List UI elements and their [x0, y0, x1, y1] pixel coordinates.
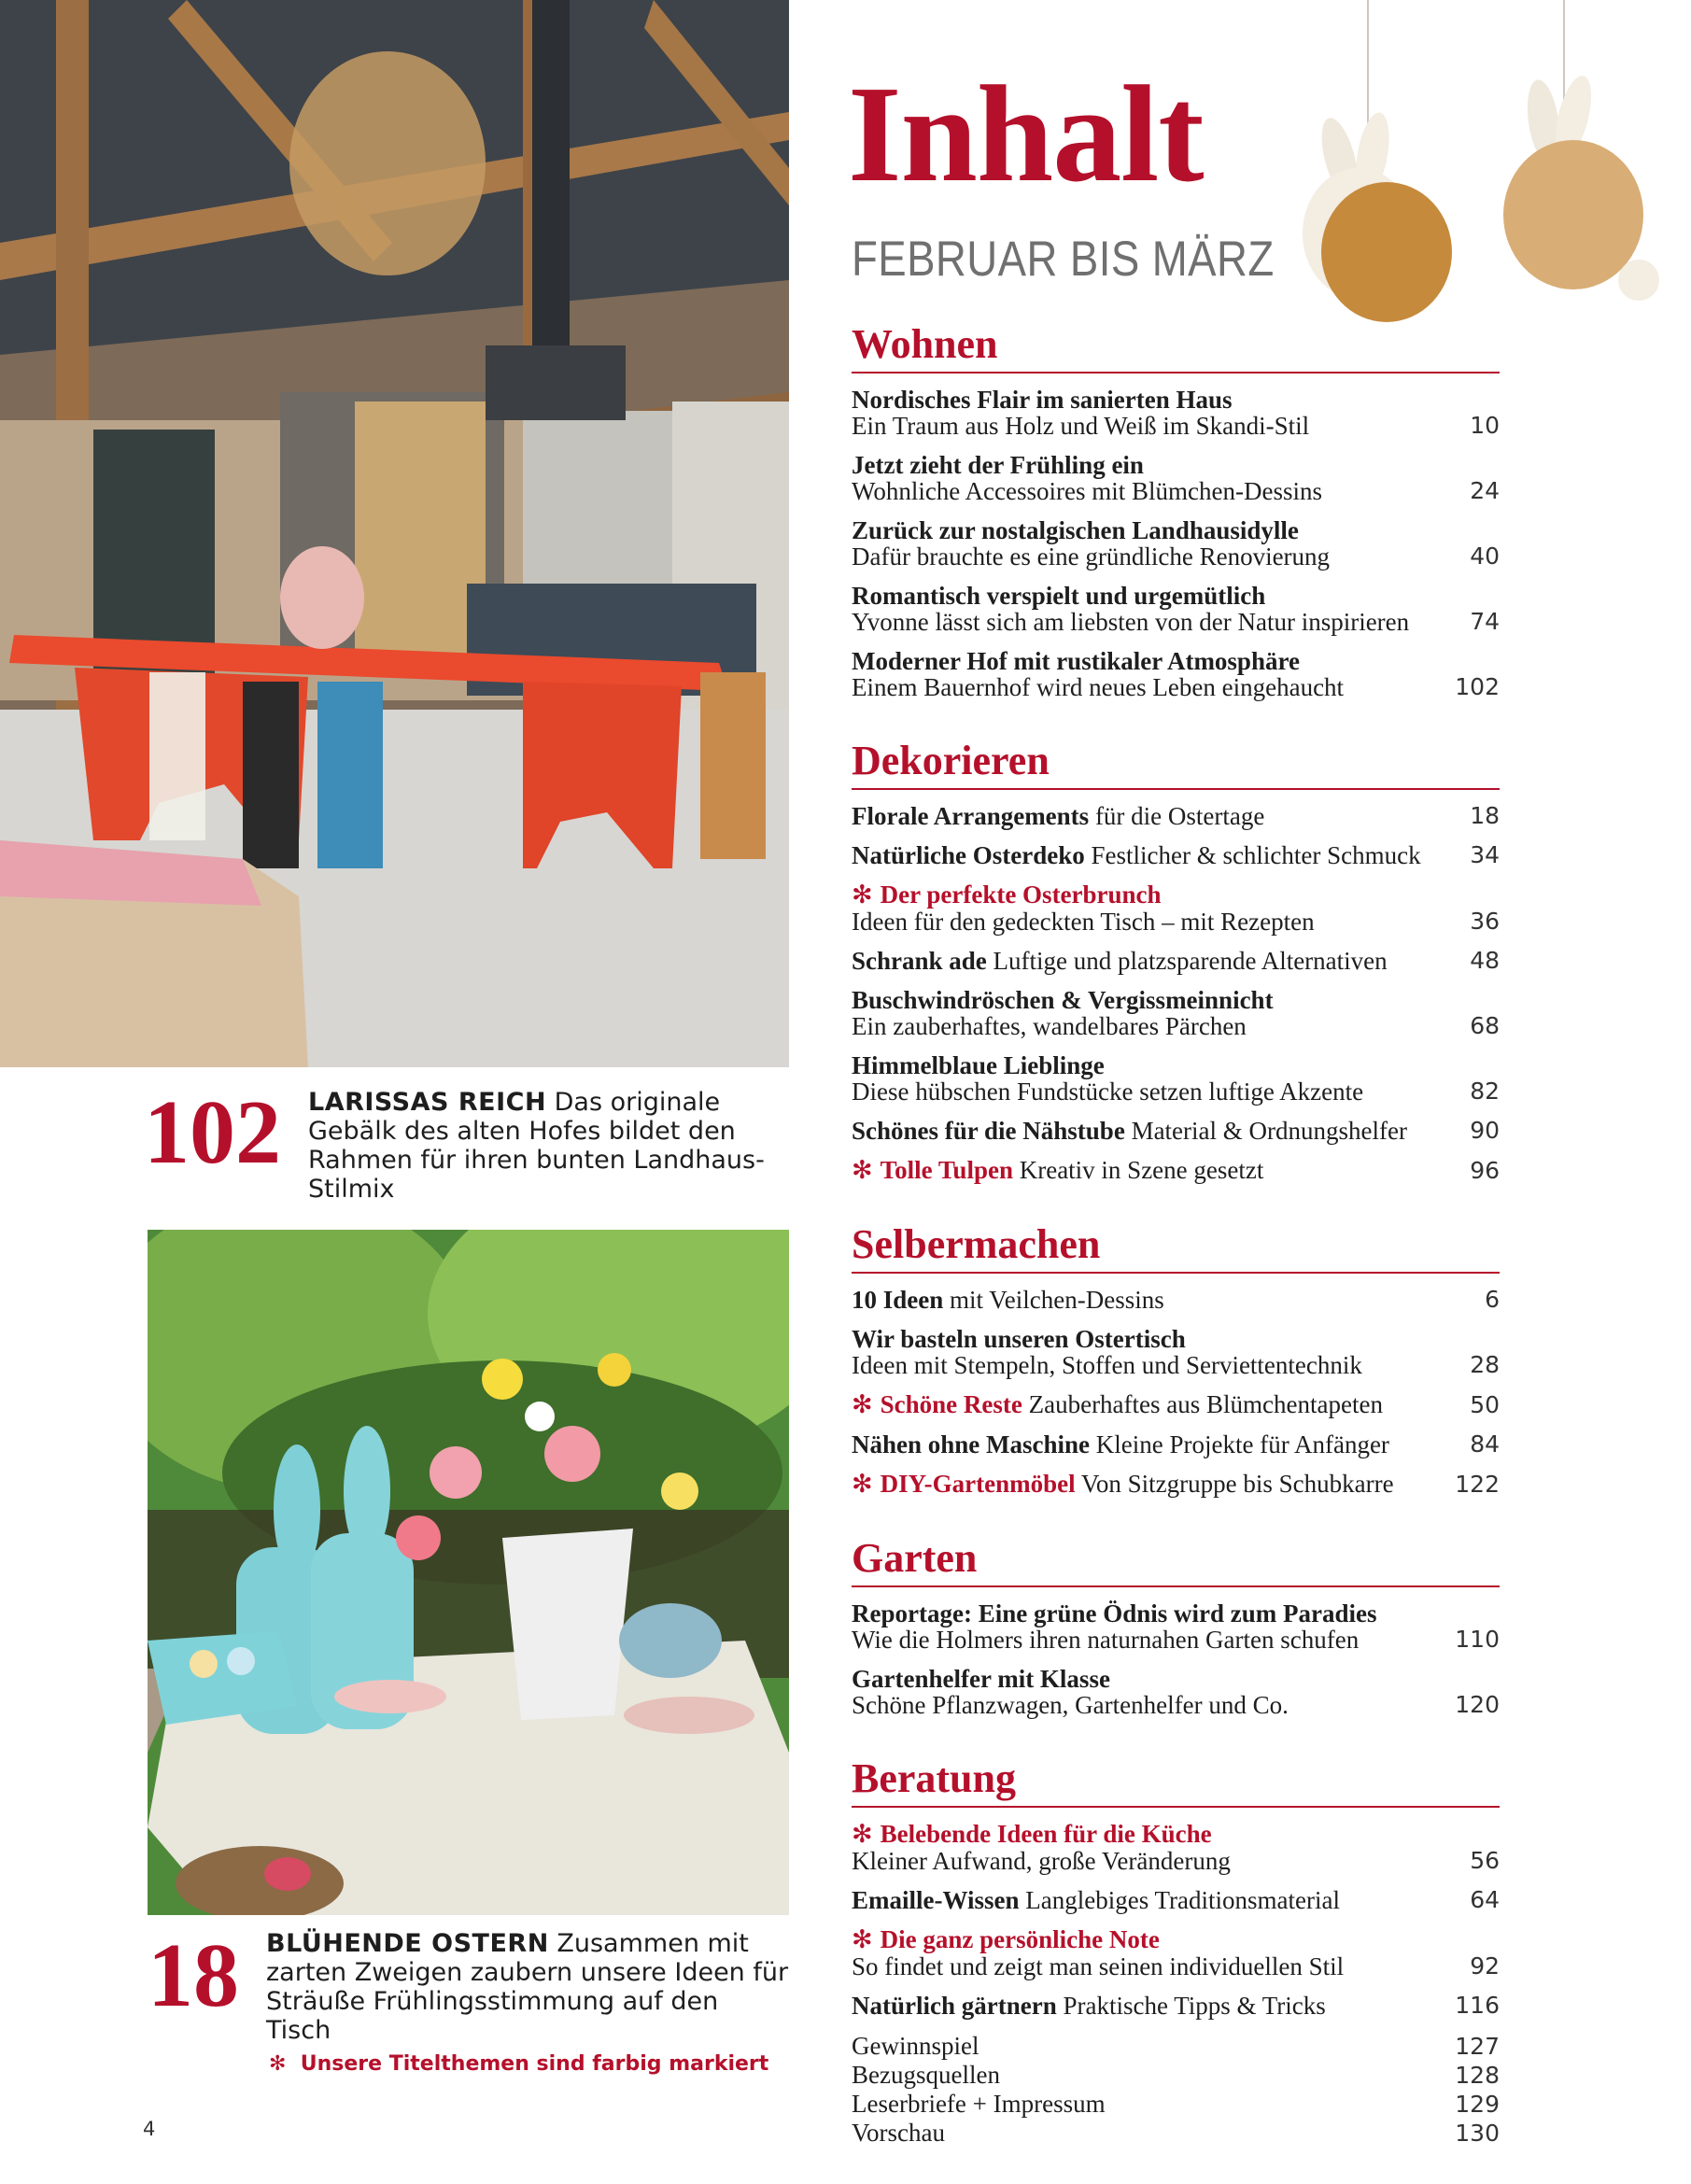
- toc-section: [852, 1535, 1500, 1718]
- toc-section: [852, 1755, 1500, 2019]
- toc-entry-description: Einem Bauernhof wird neues Leben eingehaucht: [852, 673, 1345, 701]
- misc-item-page: 128: [1455, 2062, 1500, 2089]
- toc-entry-inline: Kreativ in Szene gesetzt: [1012, 1156, 1264, 1184]
- toc-entry-description: Ideen mit Stempeln, Stoffen und Serviettentechnik: [852, 1351, 1362, 1379]
- toc-entry[interactable]: [852, 1157, 1500, 1184]
- toc-entry-page: 64: [1470, 1886, 1500, 1913]
- toc-entry[interactable]: [852, 1471, 1500, 1498]
- toc-entry[interactable]: [852, 1993, 1500, 2019]
- toc-entry-page: 102: [1455, 673, 1500, 700]
- toc-entry-page: 74: [1470, 608, 1500, 635]
- section-gap: [852, 713, 1500, 738]
- toc-entry-description: Wohnliche Accessoires mit Blümchen-Dessins: [852, 477, 1322, 505]
- caption-headline: BLÜHENDE OSTERN: [266, 1929, 549, 1958]
- toc-entry-inline: Luftige und platzsparende Alternativen: [986, 947, 1388, 975]
- toc-entry[interactable]: [852, 803, 1500, 829]
- asterisk-icon: ✻: [852, 1156, 873, 1185]
- toc-entry-text: [852, 1391, 1442, 1418]
- toc-entry-inline: Praktische Tipps & Tricks: [1056, 1992, 1326, 2020]
- toc-entry[interactable]: [852, 1821, 1500, 1874]
- toc-entry-text: [852, 948, 1442, 974]
- misc-item-label: Bezugsquellen: [852, 2061, 1000, 2089]
- section-gap: [852, 1511, 1500, 1535]
- asterisk-icon: ✻: [852, 1820, 873, 1849]
- toc-entry[interactable]: [852, 452, 1500, 504]
- toc-entry[interactable]: [852, 987, 1500, 1039]
- section-entries: [852, 1274, 1500, 1498]
- caption-body: Das originale Gebälk des alten Hofes bildet den Rahmen für ihren bunten Landhaus-Stilmix: [308, 1088, 765, 1204]
- toc-entry-page: 28: [1470, 1351, 1500, 1378]
- section-heading: Dekorieren: [852, 738, 1500, 790]
- toc-entry-title: Nähen ohne Maschine: [852, 1430, 1091, 1458]
- misc-list: [852, 2032, 1500, 2148]
- toc-entry-text: [852, 1326, 1442, 1378]
- caption-body: Zusammen mit zarten Zweigen zaubern unsere Ideen für Sträuße Frühlingsstimmung auf den Tisch: [266, 1929, 789, 2045]
- toc-entry-page: 40: [1470, 542, 1500, 570]
- toc-entry-title: Tolle Tulpen: [880, 1156, 1013, 1184]
- toc-entry-page: 56: [1470, 1847, 1500, 1874]
- section-heading: Selbermachen: [852, 1221, 1500, 1274]
- toc-entry-text: [852, 1926, 1442, 1980]
- toc-entry-description: Wie die Holmers ihren naturnahen Garten schufen: [852, 1626, 1360, 1654]
- toc-entry[interactable]: [852, 1666, 1500, 1718]
- toc-entry-title: Florale Arrangements: [852, 802, 1090, 830]
- toc-entry-text: [852, 1887, 1442, 1913]
- toc-entry-page: 24: [1470, 477, 1500, 504]
- misc-item-label: Leserbriefe + Impressum: [852, 2090, 1106, 2118]
- misc-item-label: Vorschau: [852, 2119, 945, 2147]
- legend: [269, 2052, 768, 2076]
- toc-entry[interactable]: [852, 648, 1500, 700]
- toc-section: [852, 738, 1500, 1184]
- toc-entry-text: [852, 1993, 1442, 2019]
- section-entries: [852, 1587, 1500, 1718]
- toc-entry-description: Schöne Pflanzwagen, Gartenhelfer und Co.: [852, 1691, 1289, 1719]
- section-entries: [852, 373, 1500, 700]
- section-heading: Garten: [852, 1535, 1500, 1587]
- asterisk-icon: ✻: [269, 2052, 287, 2076]
- toc-entry-text: [852, 987, 1442, 1039]
- toc-entry-text: [852, 648, 1442, 700]
- toc-entry-text: [852, 842, 1442, 868]
- asterisk-icon: ✻: [852, 1470, 873, 1499]
- section-gap: [852, 1731, 1500, 1755]
- toc-entry-text: [852, 881, 1442, 935]
- toc-entry[interactable]: [852, 517, 1500, 570]
- toc-entry-text: [852, 1287, 1442, 1313]
- section-heading: Beratung: [852, 1755, 1500, 1808]
- toc-entry[interactable]: [852, 1052, 1500, 1105]
- toc-entry-page: 50: [1470, 1391, 1500, 1418]
- toc-entry-title: Himmelblaue Lieblinge: [852, 1051, 1105, 1079]
- toc-entry-text: [852, 803, 1442, 829]
- toc-entry-title: Schrank ade: [852, 947, 987, 975]
- toc-entry[interactable]: [852, 842, 1500, 868]
- toc-entry[interactable]: [852, 881, 1500, 935]
- legend-text: Unsere Titelthemen sind farbig markiert: [300, 2052, 769, 2076]
- toc-entry-title: Emaille-Wissen: [852, 1886, 1020, 1914]
- toc-entry-title: Romantisch verspielt und urgemütlich: [852, 582, 1266, 610]
- toc-entry-title: Die ganz persönliche Note: [880, 1925, 1160, 1953]
- toc-entry-text: [852, 1118, 1442, 1144]
- toc-entry-page: 34: [1470, 841, 1500, 868]
- misc-item-page: 130: [1455, 2120, 1500, 2147]
- toc-entry-page: 48: [1470, 947, 1500, 974]
- caption-text: [308, 1088, 794, 1204]
- toc-entry-description: Ideen für den gedeckten Tisch – mit Rezepten: [852, 908, 1315, 936]
- section-gap: [852, 1197, 1500, 1221]
- toc-entry-title: Wir basteln unseren Ostertisch: [852, 1325, 1186, 1353]
- section-entries: [852, 790, 1500, 1184]
- asterisk-icon: ✻: [852, 1925, 873, 1954]
- toc-entry-page: 116: [1455, 1992, 1500, 2019]
- toc-entry[interactable]: [852, 1326, 1500, 1378]
- toc-entry-page: 122: [1455, 1471, 1500, 1498]
- misc-item-label: Gewinnspiel: [852, 2032, 979, 2060]
- misc-item[interactable]: [852, 2032, 1500, 2061]
- toc-section: [852, 321, 1500, 700]
- toc-entry-title: Nordisches Flair im sanierten Haus: [852, 386, 1233, 414]
- toc-entry-title: Jetzt zieht der Frühling ein: [852, 451, 1144, 479]
- toc-entry-title: Belebende Ideen für die Küche: [880, 1820, 1212, 1848]
- toc-entry-description: Kleiner Aufwand, große Veränderung: [852, 1847, 1231, 1875]
- toc-entry-text: [852, 1600, 1442, 1653]
- toc-entry-page: 120: [1455, 1691, 1500, 1718]
- toc-entry-title: Natürliche Osterdeko: [852, 841, 1085, 869]
- toc-entry[interactable]: [852, 1391, 1500, 1418]
- toc-entry-title: Natürlich gärtnern: [852, 1992, 1057, 2020]
- toc-entry-title: Reportage: Eine grüne Ödnis wird zum Paradies: [852, 1599, 1377, 1627]
- toc-entry-page: 84: [1470, 1430, 1500, 1458]
- toc-entry-description: Ein Traum aus Holz und Weiß im Skandi-Stil: [852, 412, 1310, 440]
- toc-entry-page: 92: [1470, 1952, 1500, 1980]
- asterisk-icon: ✻: [852, 1390, 873, 1419]
- toc-entry-text: [852, 1471, 1442, 1498]
- toc-entry-description: Dafür brauchte es eine gründliche Renovierung: [852, 542, 1331, 571]
- toc-entry[interactable]: [852, 387, 1500, 439]
- caption-text: [266, 1929, 789, 2045]
- toc-section: [852, 1221, 1500, 1498]
- misc-item[interactable]: [852, 2119, 1500, 2148]
- toc-entry-text: [852, 452, 1442, 504]
- interior-photo: [0, 0, 789, 1067]
- toc-entry-inline: mit Veilchen-Dessins: [943, 1286, 1164, 1314]
- toc-entry-title: Schöne Reste: [880, 1390, 1022, 1418]
- toc-entry-title: Schönes für die Nähstube: [852, 1117, 1125, 1145]
- toc-entry-page: 18: [1470, 802, 1500, 829]
- toc-entry-description: Yvonne lässt sich am liebsten von der Natur inspirieren: [852, 608, 1410, 636]
- toc-entry-description: So findet und zeigt man seinen individuellen Stil: [852, 1952, 1345, 1980]
- toc-entry-inline: für die Ostertage: [1089, 802, 1265, 830]
- asterisk-icon: ✻: [852, 881, 873, 909]
- misc-item[interactable]: [852, 2090, 1500, 2119]
- toc-entry-text: [852, 1821, 1442, 1874]
- toc-entry[interactable]: [852, 1118, 1500, 1144]
- toc-entry[interactable]: [852, 1926, 1500, 1980]
- toc-entry-inline: Kleine Projekte für Anfänger: [1090, 1430, 1389, 1458]
- toc-entry-title: DIY-Gartenmöbel: [880, 1470, 1076, 1498]
- caption-number: 102: [144, 1082, 281, 1183]
- bunny-ornaments: [1293, 0, 1685, 345]
- toc-entry-text: [852, 583, 1442, 635]
- toc-entry-description: Diese hübschen Fundstücke setzen luftige Akzente: [852, 1078, 1364, 1106]
- toc-entry-title: Gartenhelfer mit Klasse: [852, 1665, 1110, 1693]
- toc-entry[interactable]: [852, 1287, 1500, 1313]
- toc-entry-text: [852, 517, 1442, 570]
- toc-entry-title: Der perfekte Osterbrunch: [880, 881, 1162, 909]
- toc-entry-page: 68: [1470, 1012, 1500, 1039]
- page-number: 4: [143, 2118, 156, 2140]
- toc-entry[interactable]: [852, 1887, 1500, 1913]
- misc-item-page: 129: [1455, 2091, 1500, 2118]
- caption-number: 18: [148, 1925, 239, 2026]
- toc-entry-inline: Langlebiges Traditionsmaterial: [1019, 1886, 1340, 1914]
- section-entries: [852, 1808, 1500, 2019]
- toc-entry-text: [852, 1157, 1442, 1184]
- toc-entry-inline: Festlicher & schlichter Schmuck: [1084, 841, 1421, 869]
- toc-entry-page: 10: [1470, 412, 1500, 439]
- toc-entry-inline: Zauberhaftes aus Blümchentapeten: [1022, 1390, 1383, 1418]
- toc-entry[interactable]: [852, 948, 1500, 974]
- misc-item[interactable]: [852, 2061, 1500, 2090]
- toc-entry-title: Buschwindröschen & Vergissmeinnicht: [852, 986, 1274, 1014]
- toc-entry-title: 10 Ideen: [852, 1286, 944, 1314]
- toc-entry[interactable]: [852, 1431, 1500, 1458]
- toc-entry-page: 110: [1455, 1626, 1500, 1653]
- toc-entry-title: Moderner Hof mit rustikaler Atmosphäre: [852, 647, 1300, 675]
- toc-entry-page: 90: [1470, 1117, 1500, 1144]
- table-of-contents: [852, 321, 1500, 2148]
- toc-entry-inline: Material & Ordnungshelfer: [1124, 1117, 1407, 1145]
- toc-entry-title: Zurück zur nostalgischen Landhausidylle: [852, 516, 1299, 544]
- toc-entry-text: [852, 1666, 1442, 1718]
- misc-item-page: 127: [1455, 2033, 1500, 2060]
- caption-headline: LARISSAS REICH: [308, 1088, 547, 1117]
- toc-entry-inline: Von Sitzgruppe bis Schubkarre: [1075, 1470, 1394, 1498]
- toc-entry-text: [852, 1431, 1442, 1458]
- toc-entry-text: [852, 1052, 1442, 1105]
- toc-entry-page: 82: [1470, 1078, 1500, 1105]
- easter-table-photo: [148, 1230, 789, 1915]
- toc-entry-text: [852, 387, 1442, 439]
- toc-entry-page: 96: [1470, 1157, 1500, 1184]
- toc-entry-page: 36: [1470, 908, 1500, 935]
- section-heading: Wohnen: [852, 321, 1500, 373]
- toc-entry[interactable]: [852, 1600, 1500, 1653]
- toc-entry[interactable]: [852, 583, 1500, 635]
- page-subtitle: FEBRUAR BIS MÄRZ: [852, 232, 1275, 287]
- toc-entry-description: Ein zauberhaftes, wandelbares Pärchen: [852, 1012, 1247, 1040]
- toc-entry-page: 6: [1485, 1286, 1500, 1313]
- page-title: Inhalt: [848, 58, 1204, 211]
